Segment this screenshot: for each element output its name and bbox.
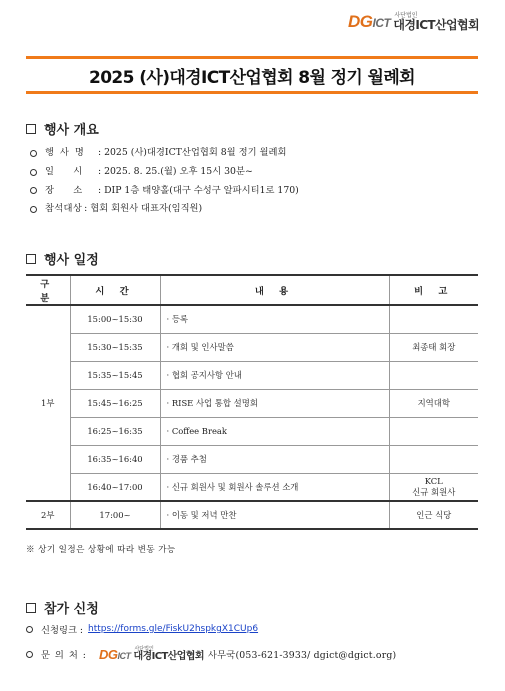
- contact-label: 문 의 처 :: [41, 650, 87, 661]
- part-cell: 1부: [26, 305, 70, 501]
- note-cell: [389, 305, 478, 333]
- note-line: KCL: [424, 475, 443, 486]
- time-cell: 16:40~17:00: [70, 473, 160, 501]
- time-cell: 15:30~15:35: [70, 333, 160, 361]
- content-cell: · 등록: [160, 305, 389, 333]
- time-cell: 16:35~16:40: [70, 445, 160, 473]
- contact-row: [26, 639, 396, 669]
- logo-mark: DGICT: [348, 12, 391, 31]
- column-header: 시 간: [70, 275, 160, 305]
- content-cell: · 이동 및 저녁 만찬: [160, 501, 389, 529]
- logo-name: 대경ICT산업협회: [393, 18, 479, 32]
- registration-link[interactable]: https://forms.gle/FiskU2hspkgX1CUp6: [88, 624, 259, 634]
- table-row: [26, 305, 478, 333]
- time-cell: 15:35~15:45: [70, 361, 160, 389]
- column-header: 비 고: [389, 275, 478, 305]
- circle-bullet-icon: [30, 150, 37, 157]
- association-logo-small: DGICT 사단법인 대경ICT산업협회: [98, 645, 204, 662]
- overview-item: 행 사 명 : 2025 (사)대경ICT산업협회 8월 정기 월례회: [30, 144, 299, 163]
- section-schedule-heading: 행사 일정: [26, 249, 99, 268]
- schedule-table: [26, 274, 478, 530]
- content-cell: · 경품 추첨: [160, 445, 389, 473]
- time-cell: 17:00~: [70, 501, 160, 529]
- contact-info: 사무국(053-621-3933/ dgict@dgict.org): [207, 650, 397, 661]
- note-cell: [389, 361, 478, 389]
- table-row: [26, 445, 478, 473]
- page-title: 2025 (사)대경ICT산업협회 8월 정기 월례회: [88, 67, 416, 88]
- table-row: [26, 417, 478, 445]
- note-cell: [389, 417, 478, 445]
- overview-item: 일 시 : 2025. 8. 25.(월) 오후 15시 30분~: [30, 163, 299, 182]
- note-cell: [389, 445, 478, 473]
- circle-bullet-icon: [30, 206, 37, 213]
- table-row: [26, 389, 478, 417]
- circle-bullet-icon: [26, 651, 33, 658]
- time-cell: 15:45~16:25: [70, 389, 160, 417]
- table-row: [26, 333, 478, 361]
- note-line: 신규 회원사: [412, 486, 456, 497]
- overview-list: [30, 144, 299, 219]
- table-header: [26, 275, 478, 305]
- content-cell: · 신규 회원사 및 회원사 솔루션 소개: [160, 473, 389, 501]
- content-cell: · Coffee Break: [160, 417, 389, 445]
- column-header: 구 분: [26, 275, 70, 305]
- content-cell: · 개회 및 인사말씀: [160, 333, 389, 361]
- note-cell: [389, 473, 478, 501]
- table-row: [26, 473, 478, 501]
- section-registration-heading: 참가 신청: [26, 598, 99, 617]
- overview-item: 참석대상 : 협회 회원사 대표자(임직원): [30, 200, 299, 219]
- link-label: 신청링크 :: [41, 625, 84, 636]
- note-cell: 인근 식당: [389, 501, 478, 529]
- registration-link-row: [26, 619, 396, 639]
- time-cell: 16:25~16:35: [70, 417, 160, 445]
- column-header: 내 용: [160, 275, 389, 305]
- section-overview-heading: 행사 개요: [26, 119, 99, 138]
- content-cell: · 협회 공지사항 안내: [160, 361, 389, 389]
- association-logo: [348, 12, 479, 32]
- time-cell: 15:00~15:30: [70, 305, 160, 333]
- schedule-footnote: ※ 상기 일정은 상황에 따라 변동 가능: [26, 545, 176, 555]
- circle-bullet-icon: [30, 187, 37, 194]
- square-bullet-icon: [26, 603, 36, 613]
- note-cell: 지역대학: [389, 389, 478, 417]
- table-row: [26, 361, 478, 389]
- logo-subtitle: 사단법인: [394, 12, 418, 19]
- square-bullet-icon: [26, 254, 36, 264]
- note-cell: 최종태 회장: [389, 333, 478, 361]
- part-cell: 2부: [26, 501, 70, 529]
- table-row: [26, 501, 478, 529]
- content-cell: · RISE 사업 통합 설명회: [160, 389, 389, 417]
- registration-list: [26, 619, 396, 669]
- circle-bullet-icon: [30, 169, 37, 176]
- square-bullet-icon: [26, 124, 36, 134]
- overview-item: 장 소 : DIP 1층 태양홀(대구 수성구 알파시티1로 170): [30, 182, 299, 201]
- title-bar: [26, 56, 478, 94]
- circle-bullet-icon: [26, 626, 33, 633]
